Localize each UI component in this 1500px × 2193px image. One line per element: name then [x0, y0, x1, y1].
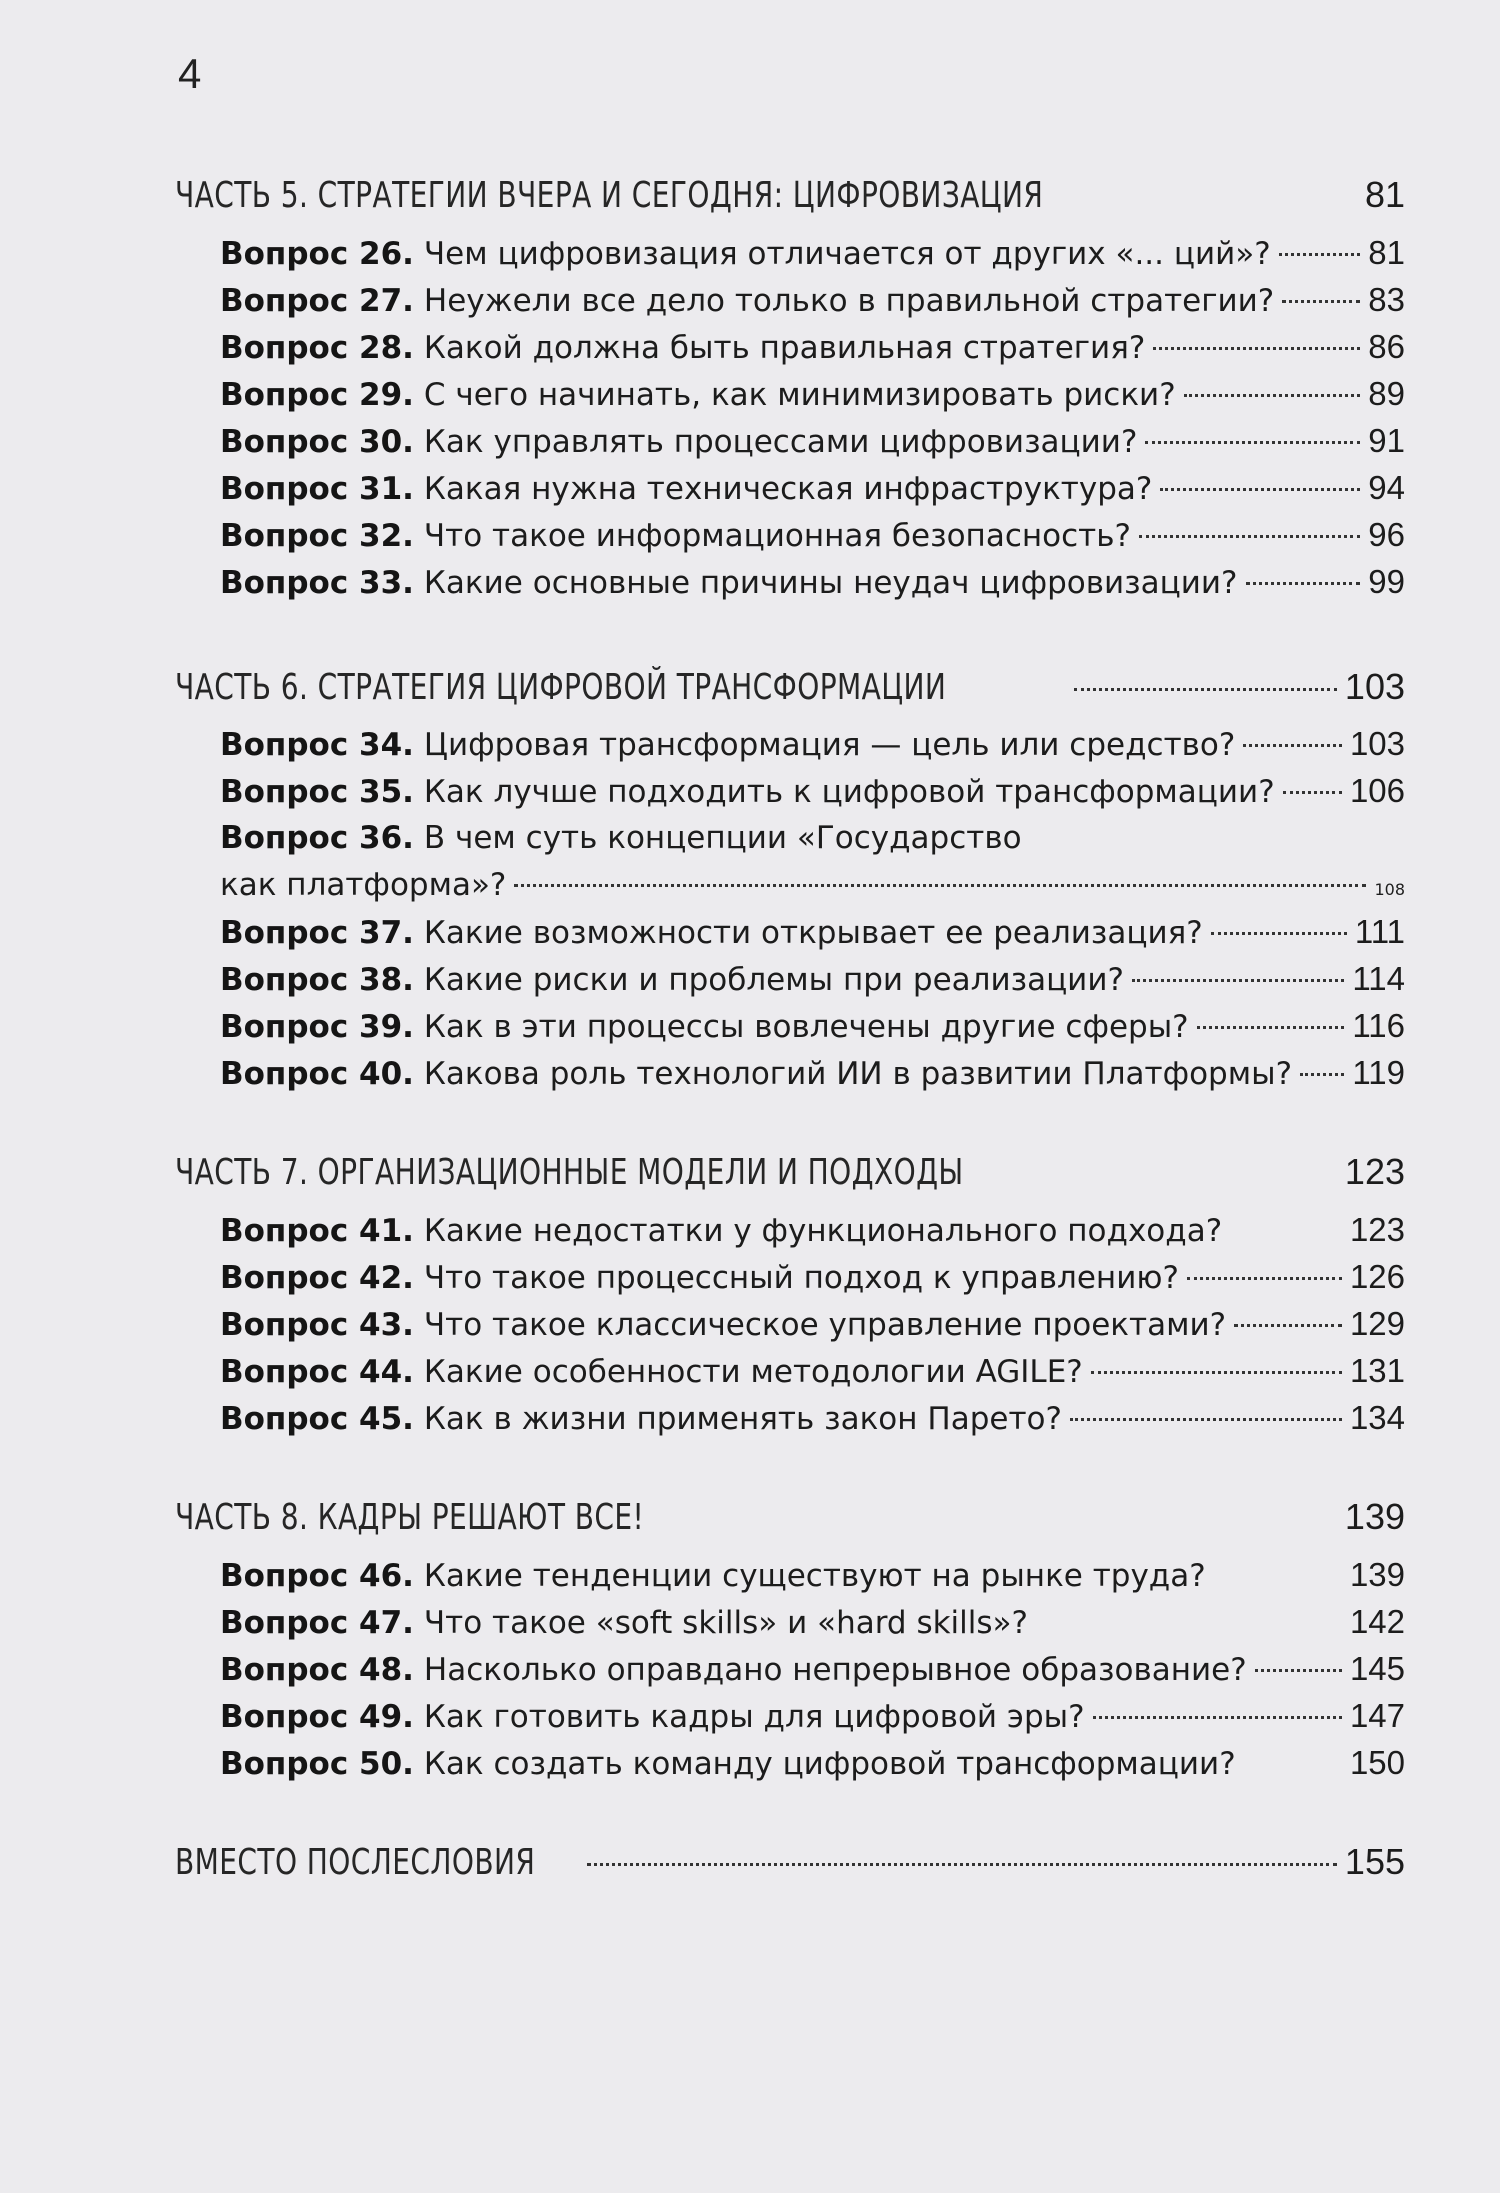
dot-leader: [1093, 1716, 1342, 1719]
question-label: Вопрос 27.: [220, 283, 414, 319]
question-title: Как в эти процессы вовлечены другие сферы?: [423, 1009, 1189, 1045]
afterword-page: 155: [1344, 1841, 1405, 1882]
question-label: Вопрос 45.: [220, 1401, 414, 1437]
toc-question: [220, 1741, 1405, 1785]
toc-question: [220, 769, 1405, 813]
dot-leader: [1160, 488, 1360, 491]
question-page: 145: [1349, 1650, 1405, 1687]
toc-question: [220, 560, 1405, 604]
question-page: 147: [1349, 1697, 1405, 1734]
question-page: 111: [1354, 913, 1405, 950]
part-title: ЧАСТЬ 7. ОРГАНИЗАЦИОННЫЕ МОДЕЛИ И ПОДХОДЫ: [175, 1152, 964, 1193]
question-label: Вопрос 32.: [220, 518, 414, 554]
dot-leader: [1282, 300, 1360, 303]
dot-leader: [1279, 253, 1361, 256]
toc-question: [220, 278, 1405, 322]
question-label: Вопрос 43.: [220, 1307, 414, 1343]
question-title: Какие тенденции существуют на рынке труда?: [423, 1558, 1206, 1594]
question-title: Какие риски и проблемы при реализации?: [423, 962, 1124, 998]
toc-question: [220, 722, 1405, 766]
part-title: ЧАСТЬ 6. СТРАТЕГИЯ ЦИФРОВОЙ ТРАНСФОРМАЦИИ: [175, 667, 947, 708]
question-page: 123: [1349, 1211, 1405, 1248]
dot-leader: [1187, 1277, 1342, 1280]
toc-question: [220, 1553, 1405, 1597]
question-title: Какой должна быть правильная стратегия?: [423, 330, 1146, 366]
question-label: Вопрос 37.: [220, 915, 414, 951]
question-page: 96: [1368, 516, 1405, 553]
toc-part-8: [175, 1495, 1405, 1539]
toc-question: [220, 1255, 1405, 1299]
toc-part-7: [175, 1150, 1405, 1194]
question-title: Как создать команду цифровой трансформации?: [423, 1746, 1236, 1782]
question-label: Вопрос 31.: [220, 471, 414, 507]
question-label: Вопрос 42.: [220, 1260, 414, 1296]
dot-leader: [1283, 791, 1342, 794]
question-title-continuation: как платформа»?: [220, 867, 507, 903]
question-label: Вопрос 39.: [220, 1009, 414, 1045]
toc-question: [220, 466, 1405, 510]
question-label: Вопрос 28.: [220, 330, 414, 366]
toc-question: [220, 1694, 1405, 1738]
question-label: Вопрос 38.: [220, 962, 414, 998]
toc-question: [220, 816, 1405, 860]
question-label: Вопрос 41.: [220, 1213, 414, 1249]
question-title: Что такое информационная безопасность?: [423, 518, 1131, 554]
question-title: Как управлять процессами цифровизации?: [423, 424, 1138, 460]
question-label: Вопрос 30.: [220, 424, 414, 460]
question-page: 89: [1368, 375, 1405, 412]
question-page: 114: [1352, 960, 1405, 997]
dot-leader: [1234, 1324, 1342, 1327]
toc-question: [220, 1600, 1405, 1644]
question-title: В чем суть концепции «Государство: [423, 820, 1022, 856]
part-page: 103: [1344, 666, 1405, 707]
question-page: 131: [1349, 1352, 1405, 1389]
toc-question: [220, 1051, 1405, 1095]
question-label: Вопрос 48.: [220, 1652, 414, 1688]
question-title: Что такое процессный подход к управлению?: [423, 1260, 1179, 1296]
question-title: Насколько оправдано непрерывное образование?: [423, 1652, 1247, 1688]
question-page: 150: [1349, 1744, 1405, 1781]
toc-question: [220, 1647, 1405, 1691]
dot-leader: [1091, 1371, 1342, 1374]
question-page: 134: [1349, 1399, 1405, 1436]
dot-leader: [1246, 582, 1361, 585]
question-title: Какие особенности методологии AGILE?: [423, 1354, 1083, 1390]
question-page: 99: [1368, 563, 1405, 600]
question-label: Вопрос 34.: [220, 727, 414, 763]
question-page: 106: [1349, 772, 1405, 809]
question-label: Вопрос 44.: [220, 1354, 414, 1390]
part-title: ЧАСТЬ 8. КАДРЫ РЕШАЮТ ВСЕ!: [175, 1497, 645, 1538]
question-title: Чем цифровизация отличается от других «... ций»?: [423, 236, 1271, 272]
question-page: 126: [1349, 1258, 1405, 1295]
question-title: Какая нужна техническая инфраструктура?: [423, 471, 1153, 507]
question-page: 116: [1352, 1007, 1405, 1044]
dot-leader: [1184, 394, 1361, 397]
part-page: 139: [1344, 1496, 1405, 1537]
toc-question: [220, 372, 1405, 416]
toc-question-continuation: [220, 863, 1405, 907]
toc-question: [220, 910, 1405, 954]
question-label: Вопрос 33.: [220, 565, 414, 601]
afterword-title: ВМЕСТО ПОСЛЕСЛОВИЯ: [175, 1842, 536, 1883]
question-page: 139: [1349, 1556, 1405, 1593]
question-title: Какова роль технологий ИИ в развитии Платформы?: [423, 1056, 1293, 1092]
part-page: 123: [1344, 1151, 1405, 1192]
toc-question: [220, 1349, 1405, 1393]
question-label: Вопрос 50.: [220, 1746, 414, 1782]
part-page: 81: [1364, 174, 1405, 215]
question-page: 142: [1349, 1603, 1405, 1640]
dot-leader: [1255, 1669, 1342, 1672]
dot-leader: [1070, 1418, 1342, 1421]
question-title: Как лучше подходить к цифровой трансформации?: [423, 774, 1275, 810]
question-title: Какие основные причины неудач цифровизации?: [423, 565, 1238, 601]
dot-leader: [587, 1863, 1337, 1866]
part-title: ЧАСТЬ 5. СТРАТЕГИИ ВЧЕРА И СЕГОДНЯ: ЦИФРОВИЗАЦИЯ: [175, 175, 1044, 216]
question-title: Какие возможности открывает ее реализация?: [423, 915, 1203, 951]
dot-leader: [1145, 441, 1360, 444]
question-page: 86: [1368, 328, 1405, 365]
question-label: Вопрос 35.: [220, 774, 414, 810]
dot-leader: [1139, 535, 1360, 538]
dot-leader: [514, 884, 1366, 887]
question-page: 94: [1368, 469, 1405, 506]
dot-leader: [1153, 347, 1360, 350]
question-page: 83: [1368, 281, 1405, 318]
question-title: Цифровая трансформация — цель или средство?: [423, 727, 1236, 763]
dot-leader: [1211, 932, 1347, 935]
toc-question: [220, 1004, 1405, 1048]
toc-question: [220, 957, 1405, 1001]
toc-question: [220, 231, 1405, 275]
question-label: Вопрос 49.: [220, 1699, 414, 1735]
question-page: 81: [1368, 234, 1405, 271]
toc-question: [220, 1208, 1405, 1252]
question-label: Вопрос 26.: [220, 236, 414, 272]
toc-question: [220, 1396, 1405, 1440]
question-title: Как в жизни применять закон Парето?: [423, 1401, 1062, 1437]
question-page: 91: [1368, 422, 1405, 459]
toc-question: [220, 325, 1405, 369]
dot-leader: [1197, 1026, 1345, 1029]
question-page: 108: [1374, 880, 1405, 899]
question-title: Как готовить кадры для цифровой эры?: [423, 1699, 1085, 1735]
dot-leader: [1243, 744, 1342, 747]
question-title: Неужели все дело только в правильной стратегии?: [423, 283, 1275, 319]
dot-leader: [1132, 979, 1344, 982]
question-label: Вопрос 29.: [220, 377, 414, 413]
toc-question: [220, 419, 1405, 463]
dot-leader: [1074, 688, 1337, 691]
question-title: Какие недостатки у функционального подхода?: [423, 1213, 1223, 1249]
page-number: 4: [178, 50, 202, 97]
question-title: С чего начинать, как минимизировать риски?: [423, 377, 1176, 413]
question-page: 129: [1349, 1305, 1405, 1342]
toc-part-5: [175, 173, 1405, 217]
question-title: Что такое классическое управление проектами?: [423, 1307, 1227, 1343]
dot-leader: [1300, 1073, 1344, 1076]
toc-question: [220, 513, 1405, 557]
question-page: 119: [1352, 1054, 1405, 1091]
toc-part-6: [175, 665, 1405, 709]
question-label: Вопрос 36.: [220, 820, 414, 856]
question-title: Что такое «soft skills» и «hard skills»?: [423, 1605, 1028, 1641]
question-label: Вопрос 40.: [220, 1056, 414, 1092]
question-label: Вопрос 47.: [220, 1605, 414, 1641]
question-label: Вопрос 46.: [220, 1558, 414, 1594]
question-page: 103: [1349, 725, 1405, 762]
toc-question: [220, 1302, 1405, 1346]
toc-afterword: [175, 1840, 1405, 1884]
